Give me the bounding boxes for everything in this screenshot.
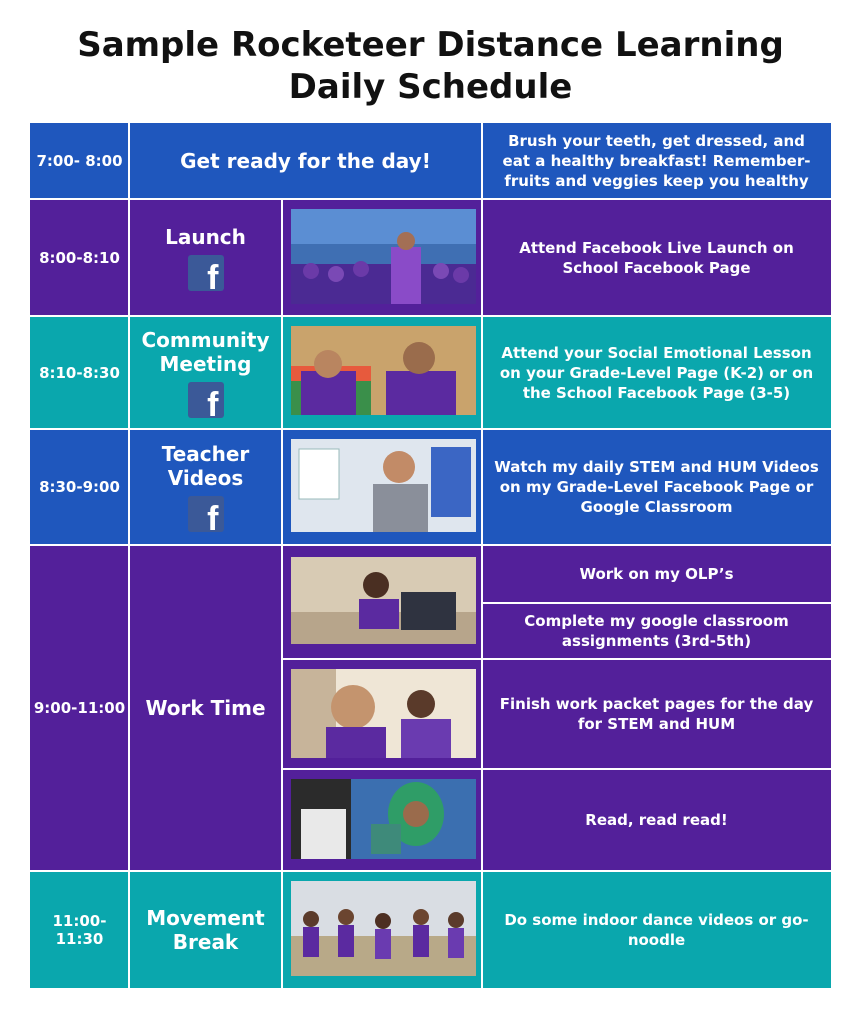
grid-line bbox=[281, 199, 283, 988]
description-cell: Attend your Social Emotional Lesson on your Grade-Level Page (K-2) or on the School Facebook Page (3-5) bbox=[482, 316, 831, 429]
activity-cell bbox=[129, 871, 282, 988]
grid-line bbox=[481, 123, 483, 988]
activity-cell bbox=[129, 545, 282, 871]
time-cell: 8:00-8:10 bbox=[30, 199, 129, 316]
grid-line bbox=[128, 123, 130, 988]
activity-label-line-1: Teacher bbox=[161, 442, 250, 466]
reading-student-photo bbox=[291, 779, 476, 859]
activity-label-line-1: Community bbox=[141, 327, 270, 352]
task-cell: Read, read read! bbox=[482, 769, 831, 871]
grid-line bbox=[282, 658, 831, 660]
movement-break-photo bbox=[291, 881, 476, 976]
facebook-icon: f bbox=[188, 496, 224, 532]
description-cell: Do some indoor dance videos or go-noodle bbox=[482, 871, 831, 988]
facebook-icon: f bbox=[188, 382, 224, 418]
activity-label-line-1: Movement bbox=[146, 905, 265, 930]
grid-line bbox=[30, 315, 831, 317]
time-cell: 11:00-11:30 bbox=[30, 871, 129, 988]
activity-cell bbox=[129, 199, 282, 316]
title-line-1: Sample Rocketeer Distance Learning bbox=[77, 25, 784, 65]
grid-line bbox=[30, 544, 831, 546]
time-cell: 8:10-8:30 bbox=[30, 316, 129, 429]
community-meeting-photo bbox=[291, 326, 476, 415]
activity-label: Get ready for the day! bbox=[180, 149, 431, 173]
title-line-2: Daily Schedule bbox=[288, 67, 573, 107]
activity-label-line-2: Videos bbox=[167, 466, 244, 490]
activity-cell bbox=[129, 123, 482, 199]
facebook-icon: f bbox=[188, 255, 224, 291]
activity-label: Work Time bbox=[145, 696, 266, 720]
description-cell: Attend Facebook Live Launch on School Facebook Page bbox=[482, 199, 831, 316]
grid-line bbox=[30, 198, 831, 200]
time-cell: 7:00- 8:00 bbox=[30, 123, 129, 199]
activity-label-line-2: Meeting bbox=[159, 351, 252, 376]
time-cell: 8:30-9:00 bbox=[30, 429, 129, 545]
task-cell: Finish work packet pages for the day for STEM and HUM bbox=[482, 659, 831, 769]
page-title bbox=[0, 24, 861, 108]
grid-line bbox=[482, 602, 831, 604]
grid-line bbox=[30, 870, 831, 872]
grid-line bbox=[282, 768, 831, 770]
grid-line bbox=[30, 428, 831, 430]
time-cell: 9:00-11:00 bbox=[30, 545, 129, 871]
worksheet-student-photo bbox=[291, 669, 476, 758]
task-cell: Complete my google classroom assignments (3rd-5th) bbox=[482, 603, 831, 659]
activity-label-line-2: Break bbox=[172, 929, 239, 954]
task-cell: Work on my OLP’s bbox=[482, 545, 831, 603]
activity-label: Launch bbox=[165, 224, 246, 249]
teacher-video-photo bbox=[291, 439, 476, 532]
activity-cell bbox=[129, 316, 282, 429]
description-cell: Brush your teeth, get dressed, and eat a healthy breakfast! Remember- fruits and veggies keep you healthy bbox=[482, 123, 831, 199]
activity-cell bbox=[129, 429, 282, 545]
launch-photo bbox=[291, 209, 476, 304]
description-cell: Watch my daily STEM and HUM Videos on my Grade-Level Facebook Page or Google Classroom bbox=[482, 429, 831, 545]
laptop-student-photo bbox=[291, 557, 476, 644]
